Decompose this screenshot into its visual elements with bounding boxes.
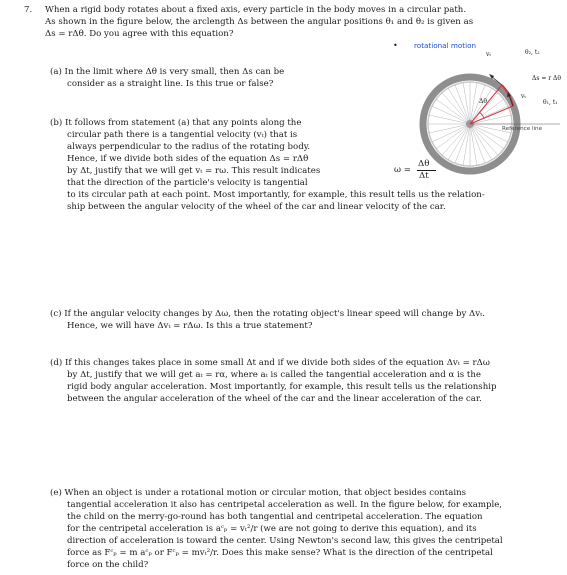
part-b-line-5: by Δt, justify that we will get vₜ = rω. This result indicates: [67, 166, 321, 176]
theta1-t1-label: θ₁, t₁: [543, 99, 558, 106]
part-c-line-1: (c) If the angular velocity changes by Δω, then the rotating object's linear speed will change by Δvₜ.: [50, 309, 485, 319]
delta-theta-label: Δθ: [479, 98, 487, 105]
part-d-line-2: by Δt, justify that we will get aₜ = rα, where aₜ is called the tangential acceleration and α is the: [67, 370, 481, 380]
problem-number: 7.: [24, 5, 33, 15]
part-b-line-4: Hence, if we divide both sides of the equation Δs = rΔθ: [67, 154, 309, 164]
problem-intro-line-3: Δs = rΔθ. Do you agree with this equation?: [45, 29, 234, 39]
part-a-line-2: consider as a straight line. Is this true or false?: [67, 79, 274, 89]
problem-intro-line-2: As shown in the figure below, the arclength Δs between the angular positions θ₁ and θ₂ is given as: [45, 17, 474, 27]
rotational-motion-bullet: •: [393, 41, 398, 50]
part-e-line-1: (e) When an object is under a rotational motion or circular motion, that object besides contains: [50, 488, 467, 498]
arclength-equation-label: Δs = r Δθ: [532, 75, 561, 82]
part-e-line-6: force as Fᶜₚ = m aᶜₚ or Fᶜₚ = mvₜ²/r. Does this make sense? What is the direction of the centripetal: [67, 548, 493, 558]
problem-intro-line-1: When a rigid body rotates about a fixed axis, every particle in the body moves in a circular path.: [45, 5, 467, 15]
rotational-motion-figure: [385, 36, 565, 176]
radius-theta1: [470, 106, 513, 124]
part-d-line-3: rigid body angular acceleration. Most importantly, for example, this result tells us the relationship: [67, 382, 497, 392]
part-a-line-1: (a) In the limit where Δθ is very small, then Δs can be: [50, 67, 285, 77]
velocity-label-mid: vₜ: [521, 93, 526, 100]
omega-formula-lhs: ω =: [394, 165, 411, 175]
theta2-t2-label: θ₂, t₂: [525, 49, 540, 56]
part-e-line-4: for the centripetal acceleration is aᶜₚ = vₜ²/r (we are not going to derive this equation), and its: [67, 524, 477, 534]
part-e-line-5: direction of acceleration is toward the center. Using Newton's second law, this gives the centripetal: [67, 536, 503, 546]
omega-formula: [394, 159, 444, 185]
part-b-line-3: always perpendicular to the radius of the rotating body.: [67, 142, 311, 152]
part-d-line-4: between the angular acceleration of the wheel of the car and the linear acceleration of the car.: [67, 394, 482, 404]
part-e-line-2: tangential acceleration it also has centripetal acceleration as well. In the figure below, for example,: [67, 500, 503, 510]
reference-line-label: Reference line: [502, 126, 543, 132]
part-e-line-7: force on the child?: [67, 560, 149, 570]
velocity-label-top: vₜ: [486, 51, 491, 58]
omega-formula-denominator: Δt: [419, 171, 429, 181]
part-b-line-7: to its circular path at each point. Most importantly, for example, this result tells us the relation-: [67, 190, 485, 200]
part-d-line-1: (d) If this changes takes place in some small Δt and if we divide both sides of the equation Δvₜ = rΔω: [50, 358, 490, 368]
part-b-line-1: (b) It follows from statement (a) that any points along the: [50, 118, 302, 128]
part-c-line-2: Hence, we will have Δvₜ = rΔω. Is this a true statement?: [67, 321, 313, 331]
part-b-line-2: circular path there is a tangential velocity (vₜ) that is: [67, 130, 298, 140]
part-e-line-3: the child on the merry-go-round has both tangential and centripetal acceleration. The equation: [67, 512, 483, 522]
part-b-line-6: that the direction of the particle's velocity is tangential: [67, 178, 308, 188]
part-b-line-8: ship between the angular velocity of the wheel of the car and linear velocity of the car.: [67, 202, 446, 212]
wheel-diagram: [385, 36, 565, 176]
omega-formula-numerator: Δθ: [418, 159, 430, 169]
rotational-motion-label: rotational motion: [414, 41, 477, 50]
